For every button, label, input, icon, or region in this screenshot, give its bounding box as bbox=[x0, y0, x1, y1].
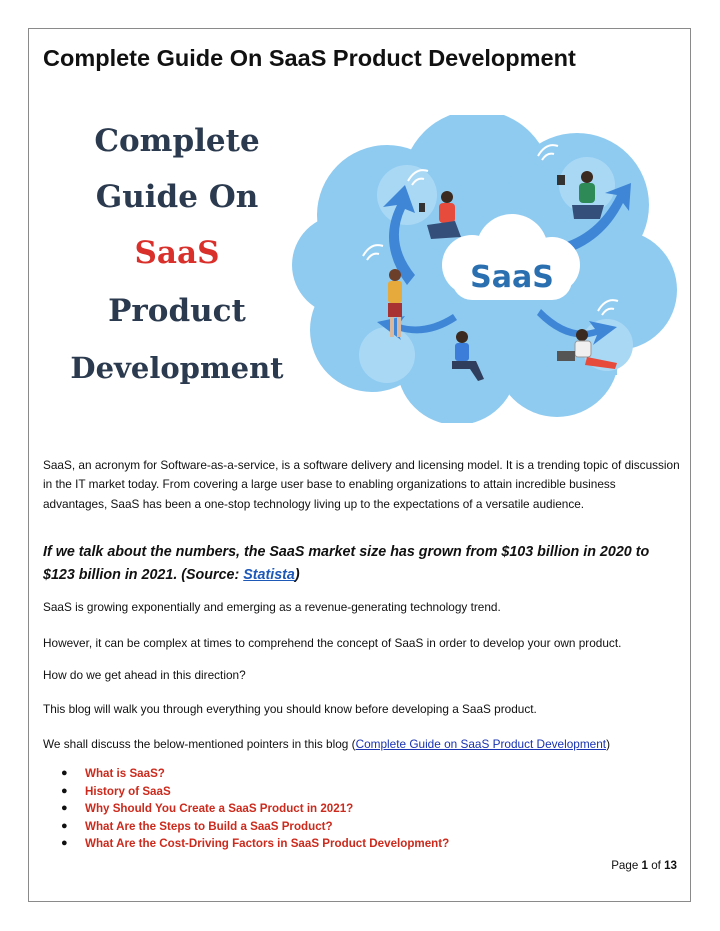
discuss-text: We shall discuss the below-mentioned pointers in this blog ( bbox=[43, 737, 356, 751]
hero-line-3: SaaS bbox=[134, 235, 220, 271]
list-item-label: History of SaaS bbox=[85, 784, 171, 798]
bullet-icon: ● bbox=[61, 784, 68, 797]
hero-title-block bbox=[47, 115, 307, 423]
list-item[interactable] bbox=[47, 818, 449, 836]
pointers-list bbox=[47, 765, 449, 853]
quote-text: If we talk about the numbers, the SaaS market size has grown from $103 billion in 2020 to $123 billion in 2021. (Source: bbox=[43, 544, 650, 583]
hero-line-5: Development bbox=[70, 351, 284, 385]
statistics-quote bbox=[43, 541, 683, 587]
paragraph-growing: SaaS is growing exponentially and emerging as a revenue-generating technology trend. bbox=[43, 600, 501, 614]
list-item[interactable] bbox=[47, 835, 449, 853]
hero-line-4: Product bbox=[108, 293, 246, 329]
cloud-icon bbox=[287, 115, 682, 423]
quote-end: ) bbox=[294, 567, 300, 583]
hero-line-1: Complete bbox=[94, 123, 260, 159]
bullet-icon: ● bbox=[61, 819, 68, 832]
bullet-icon: ● bbox=[61, 767, 68, 779]
intro-paragraph: SaaS, an acronym for Software-as-a-service, is a software delivery and licensing model. It is a trending topic of discussion in the IT market today. From covering a large user base to enabling organizations to attain incredible business advantages, SaaS has been a one-stop technology living up to the expectations of a versatile audience. bbox=[43, 458, 680, 511]
discuss-end: ) bbox=[606, 737, 610, 751]
list-item-label: What Are the Steps to Build a SaaS Product? bbox=[85, 819, 333, 833]
page-total: 13 bbox=[664, 859, 677, 872]
paragraph-ahead: How do we get ahead in this direction? bbox=[43, 668, 246, 682]
list-item[interactable] bbox=[47, 800, 449, 818]
paragraph-discuss bbox=[43, 735, 683, 754]
paragraph-complex: However, it can be complex at times to comprehend the concept of SaaS in order to develop your own product. bbox=[43, 636, 622, 650]
guide-link[interactable]: Complete Guide on SaaS Product Development bbox=[355, 737, 607, 751]
page-number: 1 bbox=[641, 859, 648, 872]
statista-link[interactable]: Statista bbox=[243, 567, 295, 583]
list-item-label: Why Should You Create a SaaS Product in 2021? bbox=[85, 802, 354, 815]
list-item[interactable] bbox=[47, 765, 449, 783]
hero-image bbox=[47, 115, 689, 423]
cloud-label: SaaS bbox=[470, 260, 554, 295]
document-title: Complete Guide On SaaS Product Development bbox=[43, 45, 576, 71]
list-item-label: What is SaaS? bbox=[85, 767, 165, 780]
of-label: of bbox=[651, 859, 661, 872]
paragraph-walk: This blog will walk you through everything you should know before developing a SaaS product. bbox=[43, 702, 537, 716]
document-page bbox=[28, 28, 691, 902]
bullet-icon: ● bbox=[61, 837, 68, 849]
page-footer bbox=[611, 859, 677, 872]
bullet-icon: ● bbox=[61, 802, 68, 814]
list-item-label: What Are the Cost-Driving Factors in SaaS Product Development? bbox=[85, 837, 450, 850]
hero-line-2: Guide On bbox=[95, 179, 259, 215]
list-item[interactable] bbox=[47, 783, 449, 801]
page-label: Page bbox=[611, 859, 639, 872]
